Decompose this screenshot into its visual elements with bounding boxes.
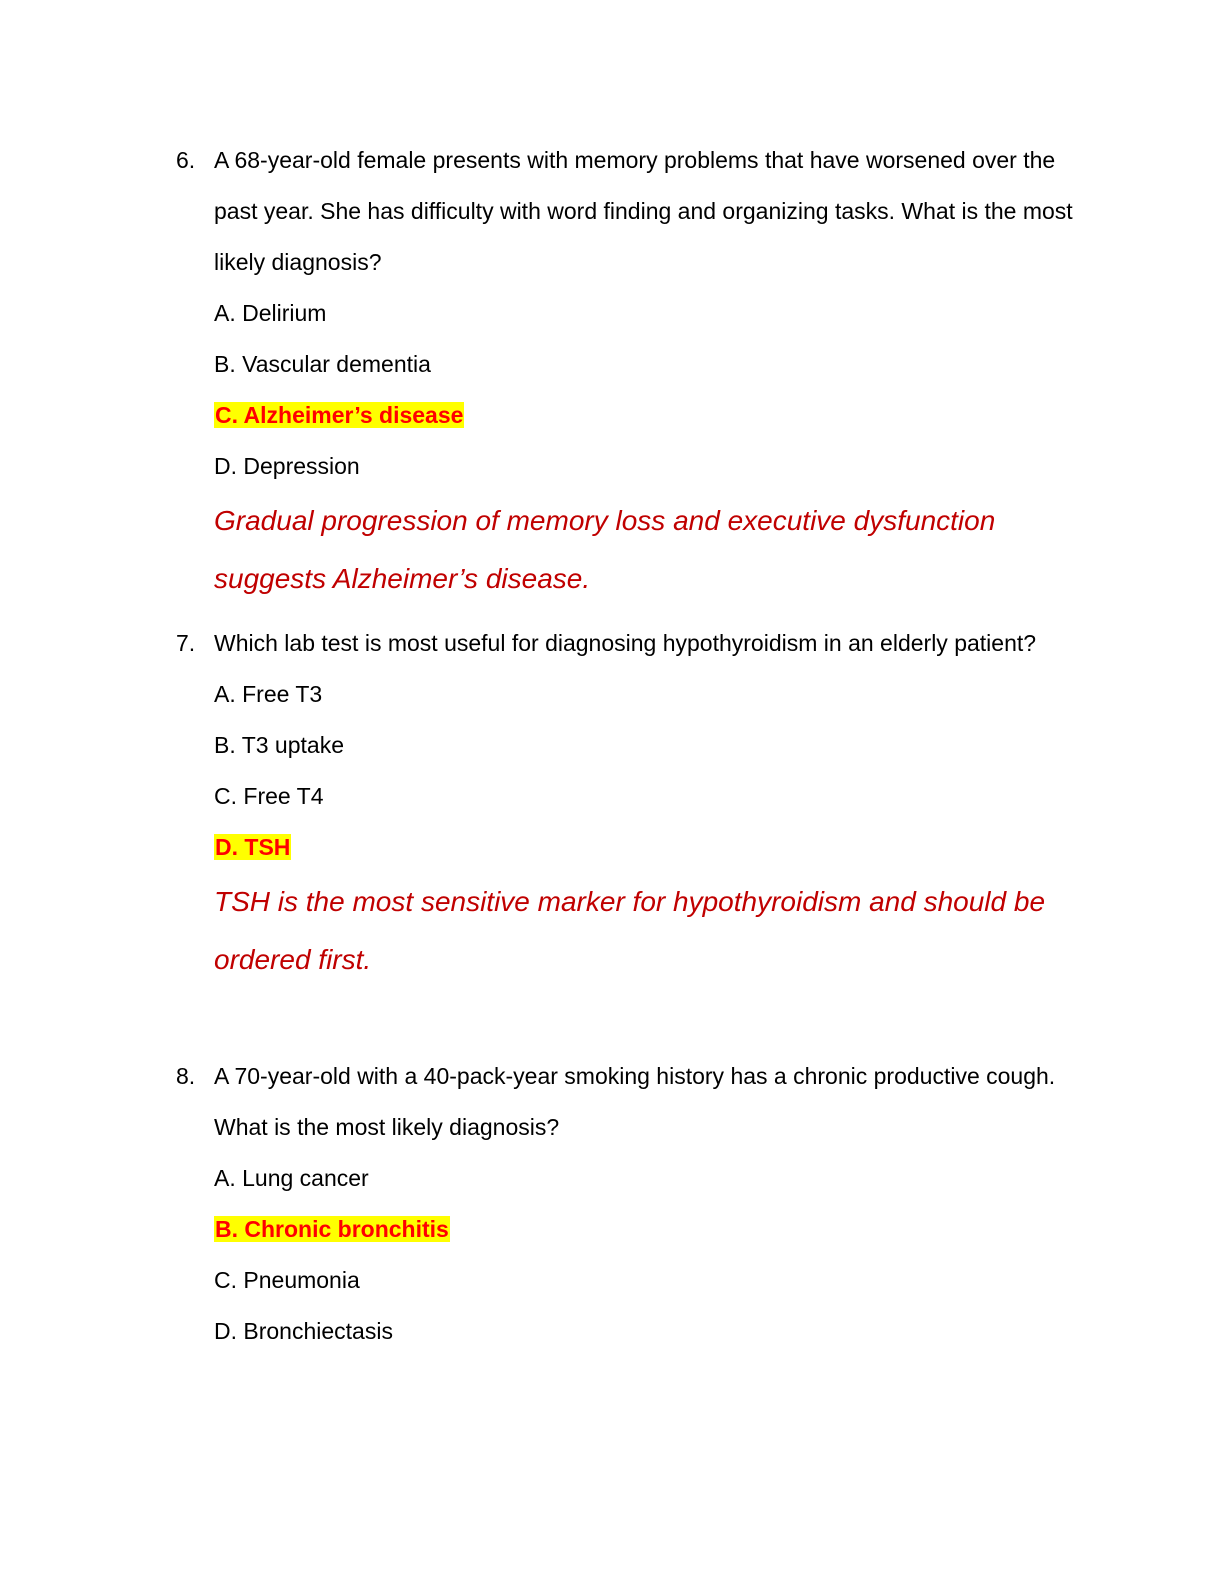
answer-option-text: A. Delirium	[214, 300, 327, 326]
rationale: TSH is the most sensitive marker for hypothyroidism and should be ordered first.	[214, 886, 1046, 975]
question-6	[176, 135, 1076, 608]
answer-option-a	[214, 669, 1076, 720]
answer-option-c-correct	[214, 390, 1076, 441]
question-text: A 70-year-old with a 40-pack-year smoking history has a chronic productive cough. What is the most likely diagnosis?	[214, 1063, 1056, 1140]
answer-option-text: D. Bronchiectasis	[214, 1318, 393, 1344]
answer-option-c	[214, 771, 1076, 822]
answer-option-b-correct	[214, 1204, 1076, 1255]
answer-option-text: B. Vascular dementia	[214, 351, 431, 377]
answer-option-text: A. Free T3	[214, 681, 323, 707]
answer-option-text: D. Depression	[214, 453, 360, 479]
correct-answer-highlight: C. Alzheimer’s disease	[215, 402, 464, 428]
question-stem	[176, 1051, 1076, 1153]
answer-option-a	[214, 288, 1076, 339]
answer-option-c	[214, 1255, 1076, 1306]
question-stem	[176, 618, 1076, 669]
answer-option-b	[214, 720, 1076, 771]
answer-option-text: B. T3 uptake	[214, 732, 344, 758]
question-text: A 68-year-old female presents with memory problems that have worsened over the past year. She has difficulty with word finding and organizing tasks. What is the most likely diagnosis?	[214, 147, 1073, 275]
rationale: Gradual progression of memory loss and executive dysfunction suggests Alzheimer’s disease.	[214, 505, 996, 594]
question-8	[176, 1051, 1076, 1357]
answer-option-d-correct	[214, 822, 1076, 873]
answer-option-d	[214, 441, 1076, 492]
answer-option-b	[214, 339, 1076, 390]
question-number: 7.	[176, 630, 196, 656]
answer-options	[176, 669, 1076, 873]
answer-options	[176, 1153, 1076, 1357]
question-number: 6.	[176, 147, 196, 173]
answer-option-text: C. Free T4	[214, 783, 324, 809]
question-7	[176, 618, 1076, 989]
correct-answer-highlight: D. TSH	[215, 834, 291, 860]
question-text: Which lab test is most useful for diagnosing hypothyroidism in an elderly patient?	[214, 630, 1037, 656]
answer-option-a	[214, 1153, 1076, 1204]
correct-answer-highlight: B. Chronic bronchitis	[215, 1216, 449, 1242]
answer-option-text: C. Pneumonia	[214, 1267, 360, 1293]
answer-options	[176, 288, 1076, 492]
question-number: 8.	[176, 1063, 196, 1089]
answer-option-d	[214, 1306, 1076, 1357]
question-stem	[176, 135, 1076, 288]
answer-option-text: A. Lung cancer	[214, 1165, 369, 1191]
